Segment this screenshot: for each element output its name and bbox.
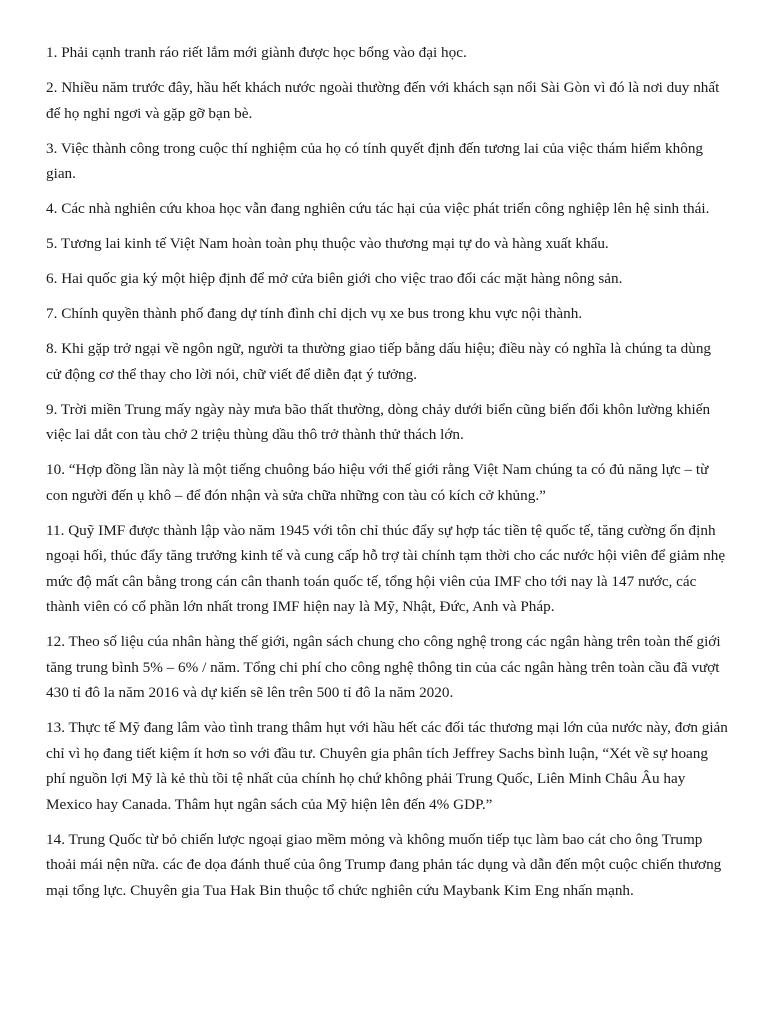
- sentence-2: 2. Nhiều năm trước đây, hầu hết khách nước ngoài thường đến với khách sạn nổi Sài Gòn vì đó là nơi duy nhất để họ nghỉ ngơi và gặp gỡ bạn bè.: [46, 79, 720, 122]
- sentence-9: 9. Trời miền Trung mấy ngày này mưa bão thất thường, dòng chảy dưới biển cũng biến đổi khôn lường khiến việc lai dắt con tàu chở 2 triệu thùng dầu thô trở thành thử thách lớn.: [46, 400, 711, 443]
- sentence-11: 11. Quỹ IMF được thành lập vào năm 1945 với tôn chỉ thúc đẩy sự hợp tác tiền tệ quốc tế, tăng cường ổn định ngoại hối, thúc đẩy tăng trưởng kinh tế và cung cấp hỗ trợ tài chính tạm thời cho các nước hội viên để giảm nhẹ mức độ mất cân bằng trong cán cân thanh toán quốc tế, tổng hội viên của IMF cho tới nay là 147 nước, các thành viên có cổ phần lớn nhất trong IMF hiện nay là Mỹ, Nhật, Đức, Anh và Pháp.: [46, 521, 726, 615]
- sentence-4: 4. Các nhà nghiên cứu khoa học vẫn đang nghiên cứu tác hại của việc phát triển công nghiệp lên hệ sinh thái.: [46, 200, 710, 217]
- sentence-12: 12. Theo số liệu cúa nhân hàng thế giới, ngân sách chung cho công nghệ trong các ngân hàng trên toàn thế giới tăng trung bình 5% – 6% / năm. Tổng chi phí cho công nghệ thông tin của các ngân hàng trên toàn cầu đã vượt 430 tỉ đô la năm 2016 và dự kiến sẽ lên trên 500 tỉ đô la năm 2020.: [46, 633, 721, 701]
- sentence-10: 10. “Hợp đồng lần này là một tiếng chuông báo hiệu với thế giới rằng Việt Nam chúng ta có đủ năng lực – từ con người đến ụ khô – để đón nhận và sửa chữa những con tàu có kích cở khủng.”: [46, 461, 709, 504]
- sentence-3: 3. Việc thành công trong cuộc thí nghiệm của họ có tính quyết định đến tương lai của việc thám hiểm không gian.: [46, 139, 704, 182]
- sentence-14: 14. Trung Quốc từ bỏ chiến lược ngoại giao mềm mỏng và không muốn tiếp tục làm bao cát cho ông Trump thoải mái nện nữa. các đe dọa đánh thuế của ông Trump đang phản tác dụng và dẫn đến một cuộc chiến thương mại tổng lực. Chuyên gia Tua Hak Bin thuộc tổ chức nghiên cứu Maybank Kim Eng nhấn mạnh.: [46, 830, 722, 899]
- sentence-5: 5. Tương lai kinh tế Việt Nam hoàn toàn phụ thuộc vào thương mại tự do và hàng xuất khẩu.: [46, 235, 609, 252]
- document-body: [46, 40, 728, 913]
- sentence-7: 7. Chính quyền thành phố đang dự tính đình chỉ dịch vụ xe bus trong khu vực nội thành.: [46, 305, 583, 322]
- sentence-1: 1. Phải cạnh tranh ráo riết lắm mới giành được học bổng vào đại học.: [46, 44, 467, 61]
- sentence-8: 8. Khi gặp trở ngại về ngôn ngữ, người ta thường giao tiếp bằng dấu hiệu; điều này có nghĩa là chúng ta dùng cử động cơ thể thay cho lời nói, chữ viết để diễn đạt ý tưởng.: [46, 340, 712, 383]
- sentence-6: 6. Hai quốc gia ký một hiệp định để mở cửa biên giới cho việc trao đổi các mặt hàng nông sản.: [46, 270, 623, 287]
- sentence-13: 13. Thực tế Mỹ đang lâm vào tình trang thâm hụt với hầu hết các đối tác thương mại lớn của nước này, đơn giản chỉ vì họ đang tiết kiệm ít hơn so với đầu tư. Chuyên gia phân tích Jeffrey Sachs bình luận, “Xét về sự hoang phí nguồn lợi Mỹ là kẻ thù tồi tệ nhất của chính họ chứ không phải Trung Quốc, Liên Minh Châu Âu hay Mexico hay Canada. Thâm hụt ngân sách của Mỹ hiện lên đến 4% GDP.”: [46, 719, 728, 813]
